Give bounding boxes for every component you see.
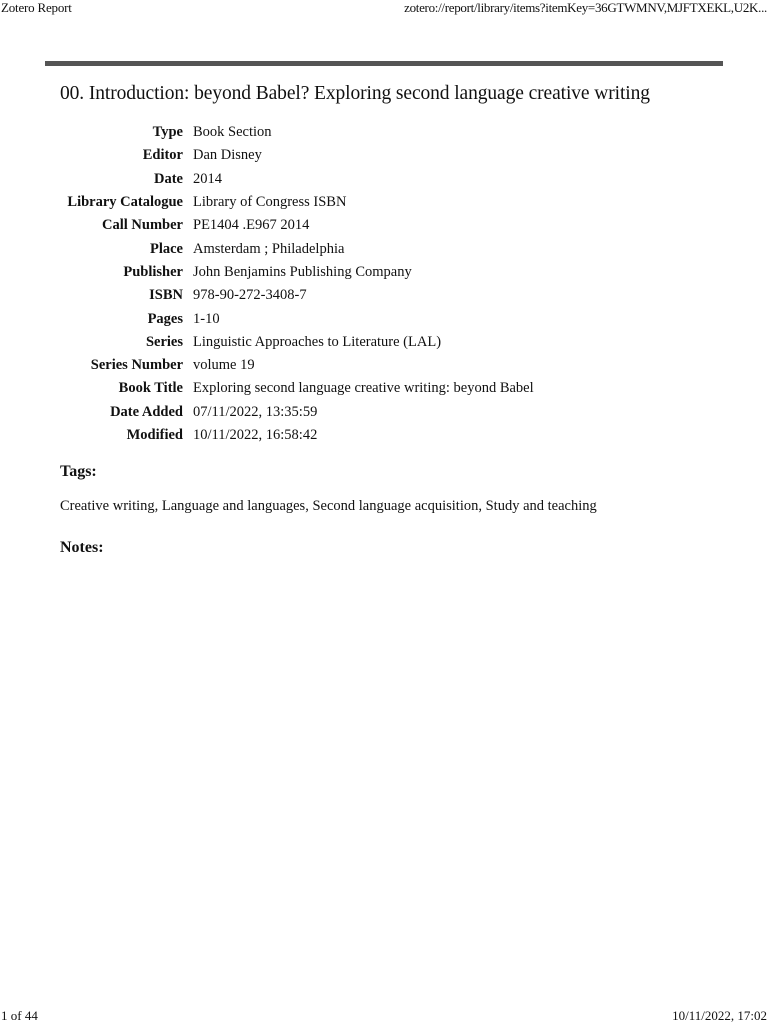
metadata-value: 10/11/2022, 16:58:42 [193,427,318,443]
print-timestamp: 10/11/2022, 17:02 [672,1008,767,1023]
metadata-row-call-number [60,214,534,237]
metadata-label: Book Title [118,380,183,397]
metadata-row-place [60,237,534,260]
metadata-value: 978-90-272-3408-7 [193,287,307,304]
metadata-value: Dan Disney [193,147,262,164]
report-header-url: zotero://report/library/items?itemKey=36GTWMNV,MJFTXEKL,U2K... [404,0,767,15]
metadata-label: Call Number [102,217,183,234]
metadata-label: Date Added [110,403,183,420]
metadata-value: Linguistic Approaches to Literature (LAL) [193,333,442,350]
metadata-label: Editor [142,147,183,164]
metadata-row-date-added [60,401,534,424]
metadata-label: Place [149,240,183,257]
metadata-label: Date [154,170,183,187]
metadata-value: Book Section [193,124,272,141]
metadata-value: 07/11/2022, 13:35:59 [193,403,318,420]
metadata-row-publisher [60,261,534,284]
report-header-title: Zotero Report [1,0,72,15]
metadata-value: PE1404 .E967 2014 [193,217,310,234]
metadata-label: Series [145,333,183,350]
metadata-label: Library Catalogue [67,194,183,211]
metadata-value: Library of Congress ISBN [193,194,347,211]
metadata-row-editor [60,144,534,167]
notes-heading: Notes: [60,539,104,556]
metadata-value: volume 19 [193,357,255,374]
metadata-row-pages [60,307,534,330]
metadata-row-date [60,168,534,191]
metadata-row-library-catalogue [60,191,534,214]
metadata-label: Type [152,124,183,141]
item-metadata-table [60,121,534,447]
metadata-label: Series Number [90,357,183,374]
header-divider [45,61,723,66]
metadata-row-series [60,331,534,354]
page-number: 1 of 44 [1,1008,38,1023]
tags-list: Creative writing, Language and languages, Second language acquisition, Study and teaching [60,498,597,514]
metadata-label: Publisher [123,263,183,280]
item-title: 00. Introduction: beyond Babel? Exploring second language creative writing [60,83,650,104]
metadata-row-type [60,121,534,144]
metadata-row-isbn [60,284,534,307]
metadata-value: John Benjamins Publishing Company [193,263,412,280]
tags-heading: Tags: [60,463,97,480]
metadata-row-book-title [60,377,534,400]
metadata-value: Exploring second language creative writing: beyond Babel [193,380,534,397]
metadata-label: Pages [147,310,183,327]
metadata-row-modified [60,424,534,447]
metadata-label: Modified [126,427,183,443]
metadata-value: 1-10 [193,310,220,327]
metadata-value: 2014 [193,170,222,187]
metadata-value: Amsterdam ; Philadelphia [193,240,345,257]
metadata-row-series-number [60,354,534,377]
metadata-label: ISBN [149,287,183,304]
